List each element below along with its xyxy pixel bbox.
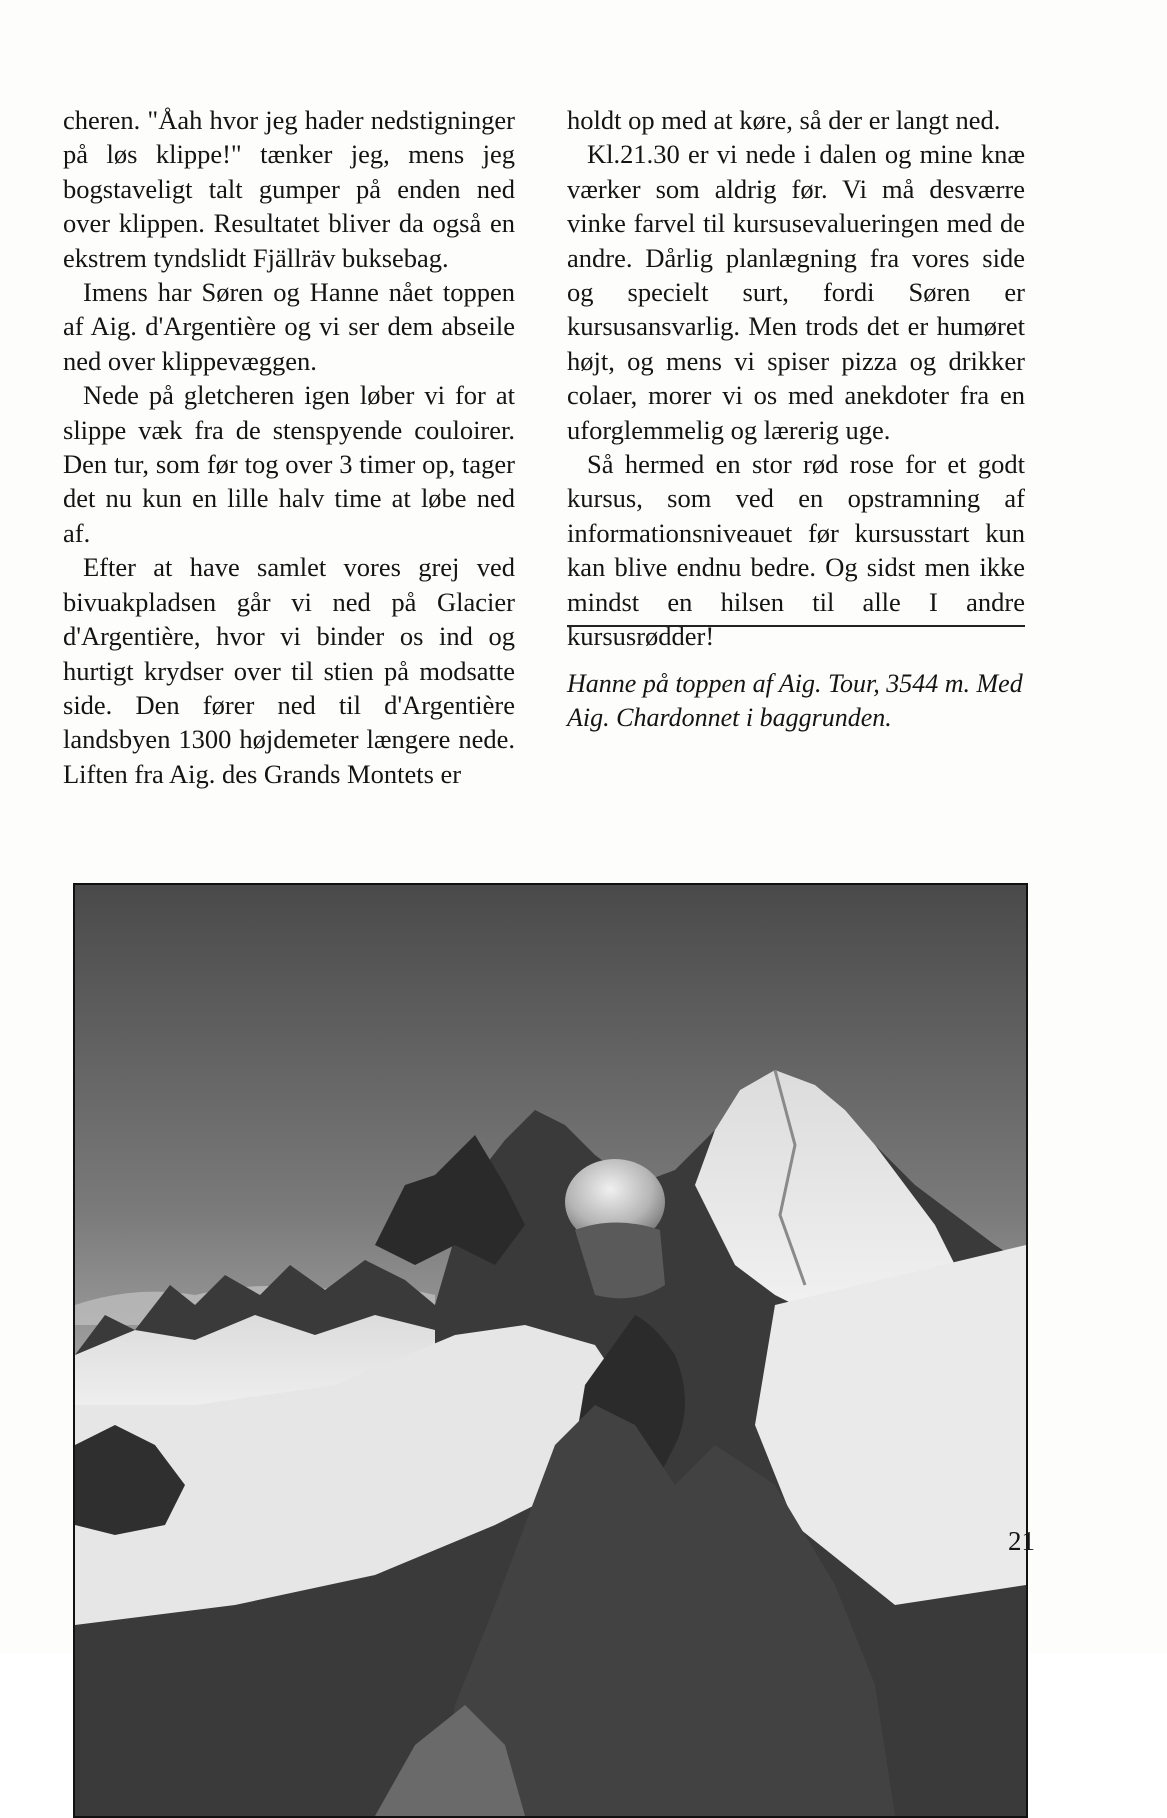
paragraph: cheren. "Åah hvor jeg hader nedstigninger på løs klippe!" tænker jeg, mens jeg bogstaveligt talt gumper på enden ned over klippen. Resultatet bliver da også en ekstrem tyndslidt Fjällräv buksebag. — [63, 105, 515, 273]
mountain-photo — [73, 883, 1028, 1818]
paragraph: Nede på gletcheren igen løber vi for at slippe væk fra de stenspyende couloirer. Den tur, som før tog over 3 timer op, tager det nu kun en lille halv time at løbe ned af. — [63, 380, 515, 548]
paragraph: Efter at have samlet vores grej ved bivuakpladsen går vi ned på Glacier d'Argentière, hvor vi binder os ind og hurtigt krydser over til stien på modsatte side. Den fører ned til d'Argentière landsbyen 1300 højdemeter længere nede. Liften fra Aig. des Grands Montets er — [63, 552, 515, 789]
caption-divider — [567, 625, 1025, 627]
photo-caption: Hanne på toppen af Aig. Tour, 3544 m. Med Aig. Chardonnet i baggrunden. — [567, 669, 1023, 732]
text-column-left — [63, 103, 515, 791]
paragraph: Imens har Søren og Hanne nået toppen af Aig. d'Argentière og vi ser dem abseile ned over klippevæggen. — [63, 277, 515, 376]
paragraph: Kl.21.30 er vi nede i dalen og mine knæ værker som aldrig før. Vi må desværre vinke farvel til kursusevalueringen med de andre. Dårlig planlægning fra vores side og specielt surt, fordi Søren er kursusansvarlig. Men trods det er humøret højt, og mens vi spiser pizza og drikker colaer, morer vi os med anekdoter fra en uforglemmelig og lærerig uge. — [567, 139, 1025, 445]
paragraph: Så hermed en stor rød rose for et godt kursus, som ved en opstramning af informationsniveauet før kursusstart kun kan blive endnu bedre. Og sidst men ikke mindst en hilsen til alle I andre kursusrødder! — [567, 449, 1025, 652]
text-column-right — [567, 103, 1025, 654]
page-number: 21 — [1008, 1526, 1035, 1556]
paragraph: holdt op med at køre, så der er langt ned. — [567, 105, 1001, 135]
